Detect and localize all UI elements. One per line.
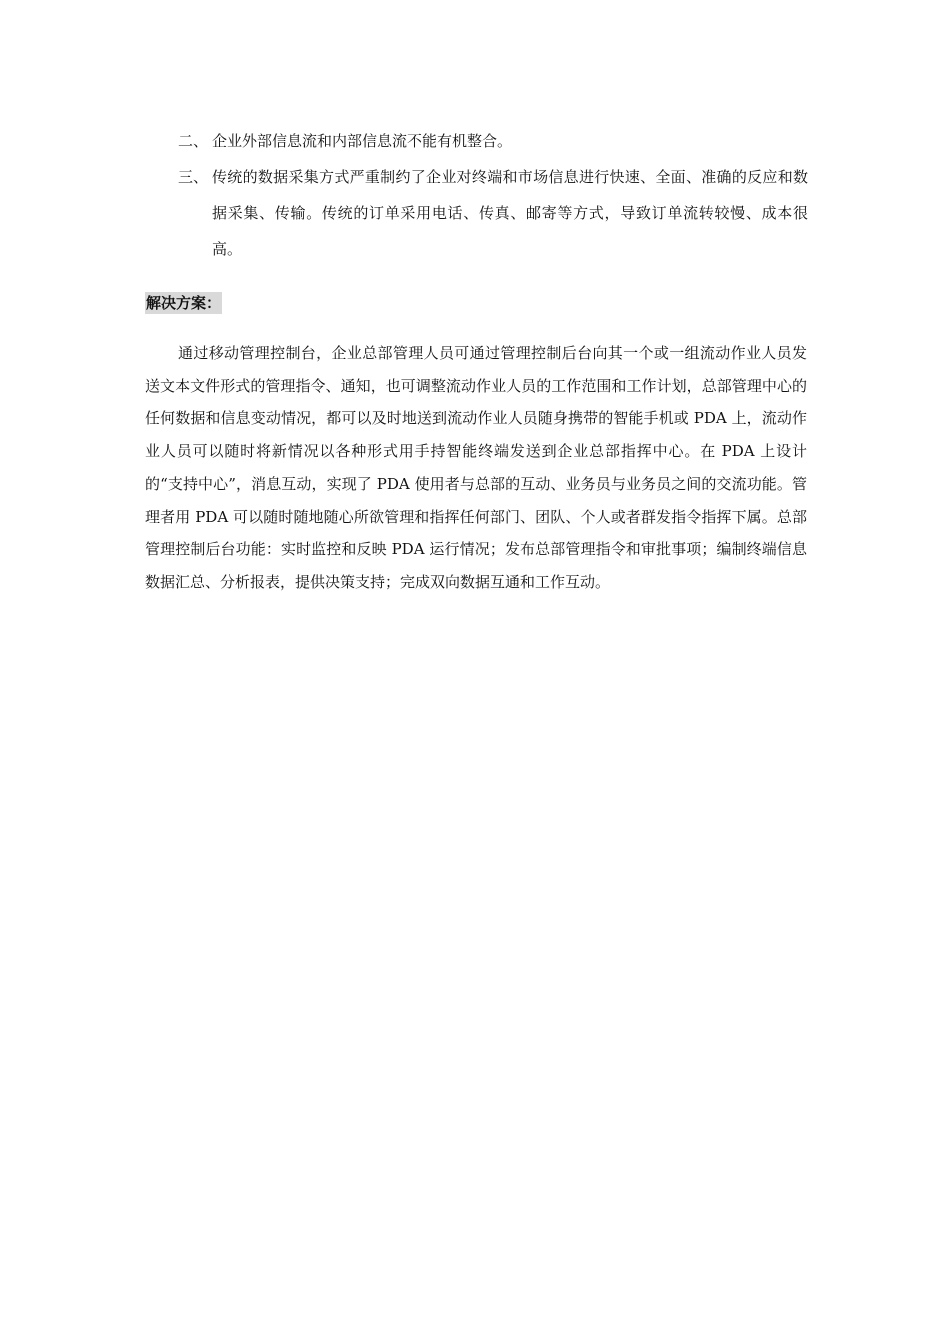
- list-item-marker: 三、: [178, 168, 209, 186]
- solution-paragraph: 通过移动管理控制台，企业总部管理人员可通过管理控制后台向其一个或一组流动作业人员发送文本文件形式的管理指令、通知，也可调整流动作业人员的工作范围和工作计划，总部管理中心的任何数据和信息变动情况，都可以及时地送到流动作业人员随身携带的智能手机或 PDA 上，流动作业人员可以随时将新情况以各种形式用手持智能终端发送到企业总部指挥中心。在 PDA 上设计的“支持中心”，消息互动，实现了 PDA 使用者与总部的互动、业务员与业务员之间的交流功能。管理者用 PDA 可以随时随地随心所欲管理和指挥任何部门、团队、个人或者群发指令指挥下属。总部管理控制后台功能：实时监控和反映 PDA 运行情况；发布总部管理指令和审批事项；编制终端信息数据汇总、分析报表，提供决策支持；完成双向数据互通和工作互动。: [145, 344, 807, 591]
- list-item-marker: 二、: [178, 132, 209, 150]
- section-heading-solution: 解决方案：: [146, 294, 222, 312]
- list-item-text: 企业外部信息流和内部信息流不能有机整合。: [212, 132, 513, 150]
- problem-list: [178, 123, 808, 267]
- list-item: [178, 123, 808, 159]
- list-item: [178, 159, 808, 267]
- list-item-text: 传统的数据采集方式严重制约了企业对终端和市场信息进行快速、全面、准确的反应和数据采集、传输。传统的订单采用电话、传真、邮寄等方式，导致订单流转较慢、成本很高。: [212, 168, 808, 258]
